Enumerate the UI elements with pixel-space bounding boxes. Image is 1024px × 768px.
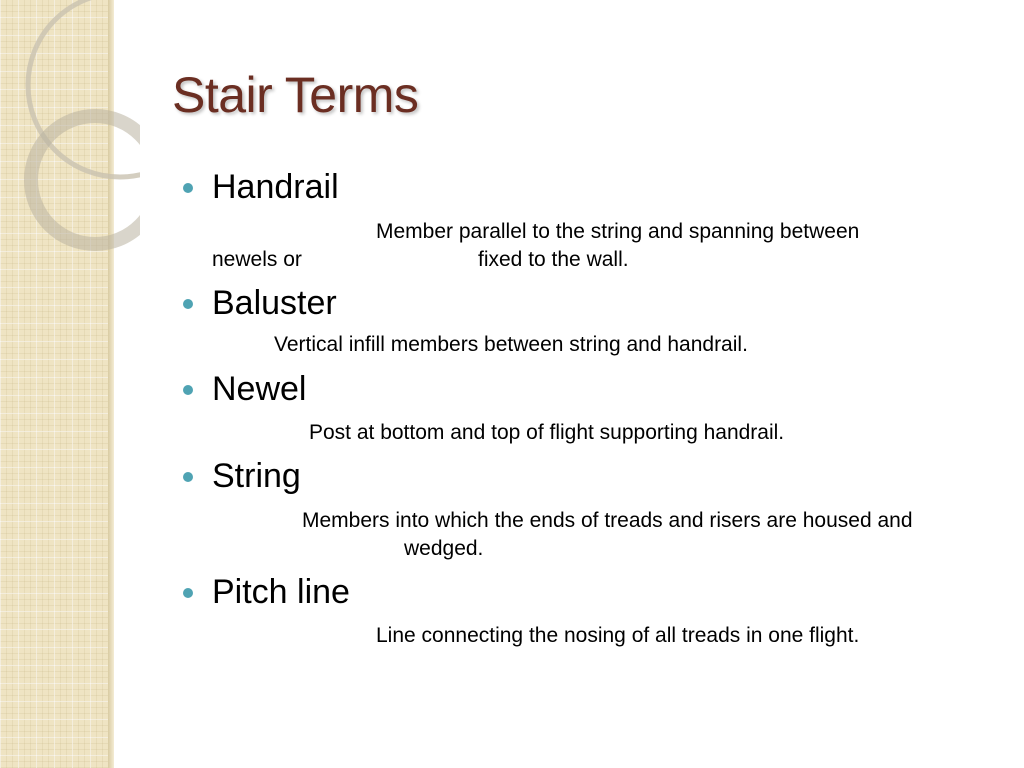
term-string: String <box>212 457 301 495</box>
term-baluster: Baluster <box>212 284 337 322</box>
definition-newel: Post at bottom and top of flight supporting handrail. <box>309 421 785 444</box>
definition-string-line-2: wedged. <box>404 537 484 560</box>
bullet-icon <box>183 183 193 193</box>
term-handrail: Handrail <box>212 168 339 206</box>
definition-baluster: Vertical infill members between string and handrail. <box>274 333 748 356</box>
definition-handrail-line-2: newels or <box>212 248 302 271</box>
definition-handrail-line-1: Member parallel to the string and spanning between <box>376 220 860 243</box>
decorative-rings <box>0 0 140 260</box>
definition-pitch-line: Line connecting the nosing of all treads in one flight. <box>376 624 860 647</box>
bullet-icon <box>183 472 193 482</box>
definition-string-line-1: Members into which the ends of treads and risers are housed and <box>302 509 913 532</box>
slide-title: Stair Terms <box>172 67 419 123</box>
bullet-icon <box>183 299 193 309</box>
term-pitch-line: Pitch line <box>212 573 350 611</box>
bullet-icon <box>183 385 193 395</box>
definition-handrail-line-3: fixed to the wall. <box>478 248 629 271</box>
term-newel: Newel <box>212 370 307 408</box>
bullet-icon <box>183 588 193 598</box>
